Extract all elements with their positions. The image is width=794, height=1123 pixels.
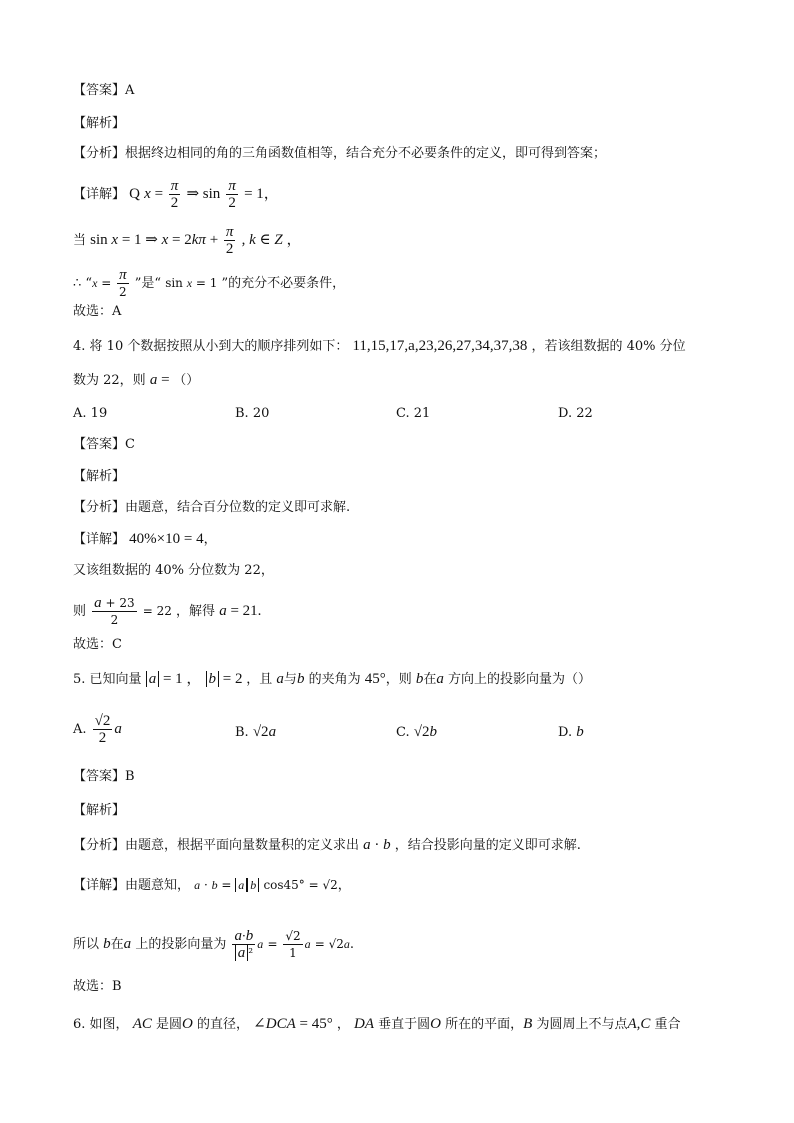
choice-5: 故选：B — [73, 979, 122, 994]
detail-5-line2: 所以 b在a 上的投影向量为 $\frac{a\cdot b}{\text{a ²}}$ a = $\frac{√2}{1}$ a = √2a. — [73, 928, 355, 961]
question-4-line2: 数为 22，则 a = （） — [73, 372, 200, 388]
detail-4-line1: 【详解】 40%×10 = 4， — [73, 531, 217, 547]
analysis-heading-5: 【解析】 — [73, 803, 126, 818]
detail-5-line1: 【详解】由题意知， a · b = a b cos45° = √2， — [73, 878, 351, 893]
detail-4-line2: 又该组数据的 40% 分位数为 22， — [73, 563, 274, 578]
answer-4: 【答案】C — [73, 437, 135, 452]
answer-5: 【答案】B — [73, 769, 135, 784]
analysis-heading-4: 【解析】 — [73, 469, 126, 484]
answer-3: 【答案】A — [73, 83, 135, 98]
option-c: C. 21 — [396, 406, 431, 421]
detail-4-line3: 则 $\frac{a + 23}{2}$ = 22 ，解得 a = 21. — [73, 595, 262, 627]
choice-3: 故选：A — [73, 304, 122, 319]
question-5: 5. 已知向量 a = 1 ， b = 2 ，且 a与b 的夹角为 45°，则 b在a 方向上的投影向量为（） — [73, 671, 592, 687]
option-c: C. √2b — [396, 724, 437, 740]
option-b: B. 20 — [235, 406, 270, 421]
question-6: 6. 如图， AC 是圆O 的直径， ∠DCA = 45° ， DA 垂直于圆O 所在的平面，B 为圆周上不与点A,C 重合 — [73, 1016, 681, 1032]
option-a: A. 19 — [73, 406, 108, 421]
option-d: D. 22 — [558, 406, 593, 421]
detail-3-line2: 当 sin x = 1 ⇒ x = 2kπ + $\frac{\pi}{2}$ , k ∈ Z ， — [73, 224, 302, 257]
option-a: A. $\frac{√2}{2}$ a — [73, 713, 122, 746]
analysis-5: 【分析】由题意，根据平面向量数量积的定义求出 a · b ，结合投影向量的定义即可求解. — [73, 837, 581, 853]
analysis-3: 【分析】根据终边相同的角的三角函数值相等，结合充分不必要条件的定义，即可得到答案； — [73, 146, 607, 161]
detail-3-line3: ∴ “x = $\frac{\pi}{2}$ ”是“ sin x = 1 ”的充分不必要条件， — [73, 267, 346, 299]
detail-3-line1: 【详解】 Q x = $\frac{\pi}{2}$ ⇒ sin $\frac{\pi}{2}$ = 1， — [73, 178, 279, 211]
question-4-line1: 4. 将 10 个数据按照从小到大的顺序排列如下： 11,15,17,a,23,26,27,34,37,38 ，若该组数据的 40% 分位 — [73, 338, 686, 354]
option-b: B. √2a — [235, 724, 277, 740]
analysis-4: 【分析】由题意，结合百分位数的定义即可求解. — [73, 500, 351, 515]
choice-4: 故选：C — [73, 637, 122, 652]
analysis-heading-3: 【解析】 — [73, 116, 126, 131]
option-d: D. b — [558, 724, 584, 740]
